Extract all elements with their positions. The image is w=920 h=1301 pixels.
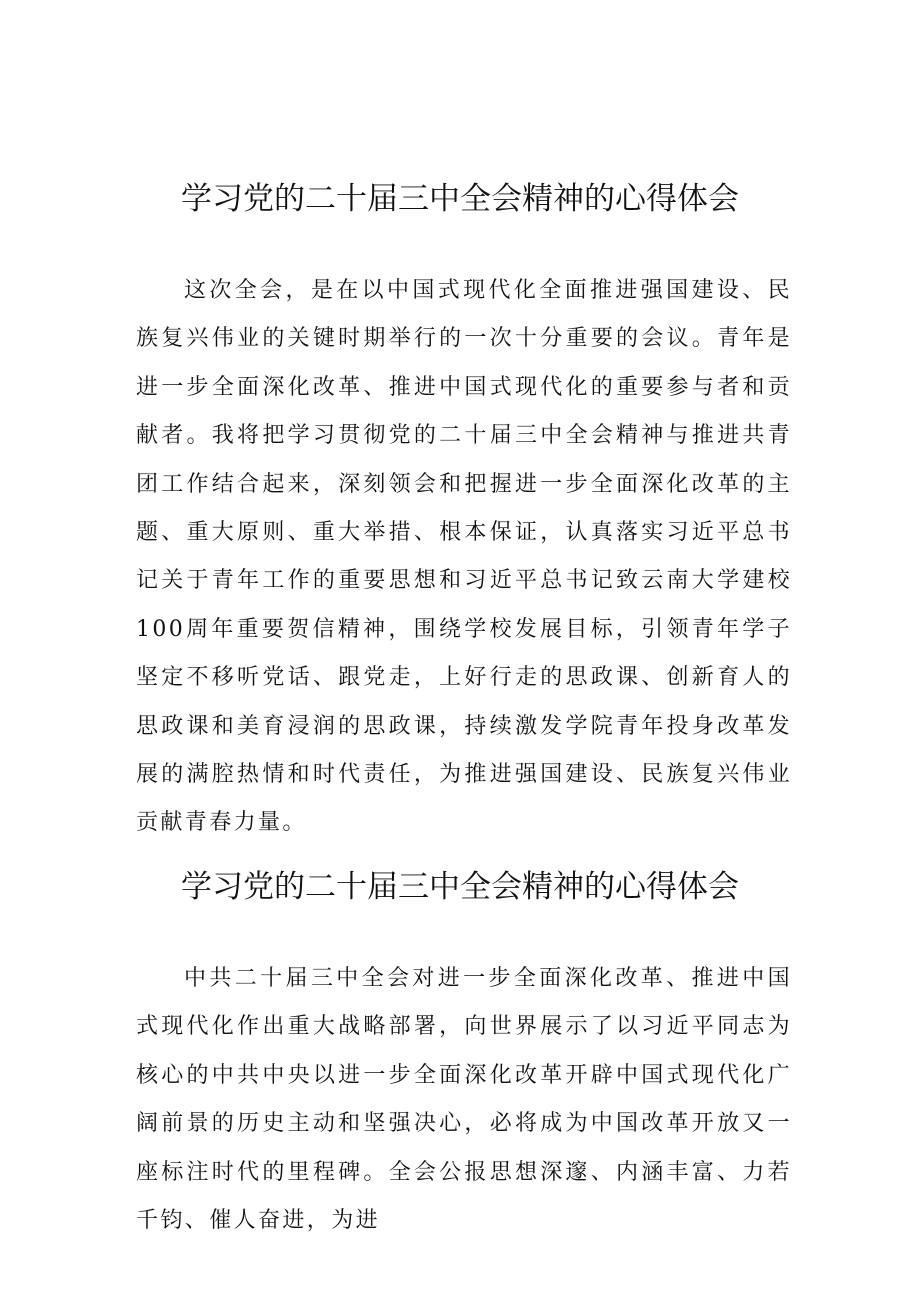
article-section-1 [0,172,920,836]
article-paragraph-2: 中共二十届三中全会对进一步全面深化改革、推进中国式现代化作出重大战略部署，向世界展示了以习近平同志为核心的中共中央以进一步全面深化改革开辟中国式现代化广阔前景的历史主动和坚强决心，必将成为中国改革开放又一座标注时代的里程碑。全会公报思想深邃、内涵丰富、力若千钧、催人奋进，为进 [136,966,792,1234]
article-paragraph-1: 这次全会，是在以中国式现代化全面推进强国建设、民族复兴伟业的关键时期举行的一次十分重要的会议。青年是进一步全面深化改革、推进中国式现代化的重要参与者和贡献者。我将把学习贯彻党的二十届三中全会精神与推进共青团工作结合起来，深刻领会和把握进一步全面深化改革的主题、重大原则、重大举措、根本保证，认真落实习近平总书记关于青年工作的重要思想和习近平总书记致云南大学建校100周年重要贺信精神，围绕学校发展目标，引领青年学子坚定不移听党话、跟党走，上好行走的思政课、创新育人的思政课和美育浸润的思政课，持续激发学院青年投身改革发展的满腔热情和时代责任，为推进强国建设、民族复兴伟业贡献青春力量。 [136,278,792,836]
article-section-2 [0,860,920,1234]
article-title-1: 学习党的二十届三中全会精神的心得体会 [181,181,739,217]
article-title-2: 学习党的二十届三中全会精神的心得体会 [181,869,739,905]
